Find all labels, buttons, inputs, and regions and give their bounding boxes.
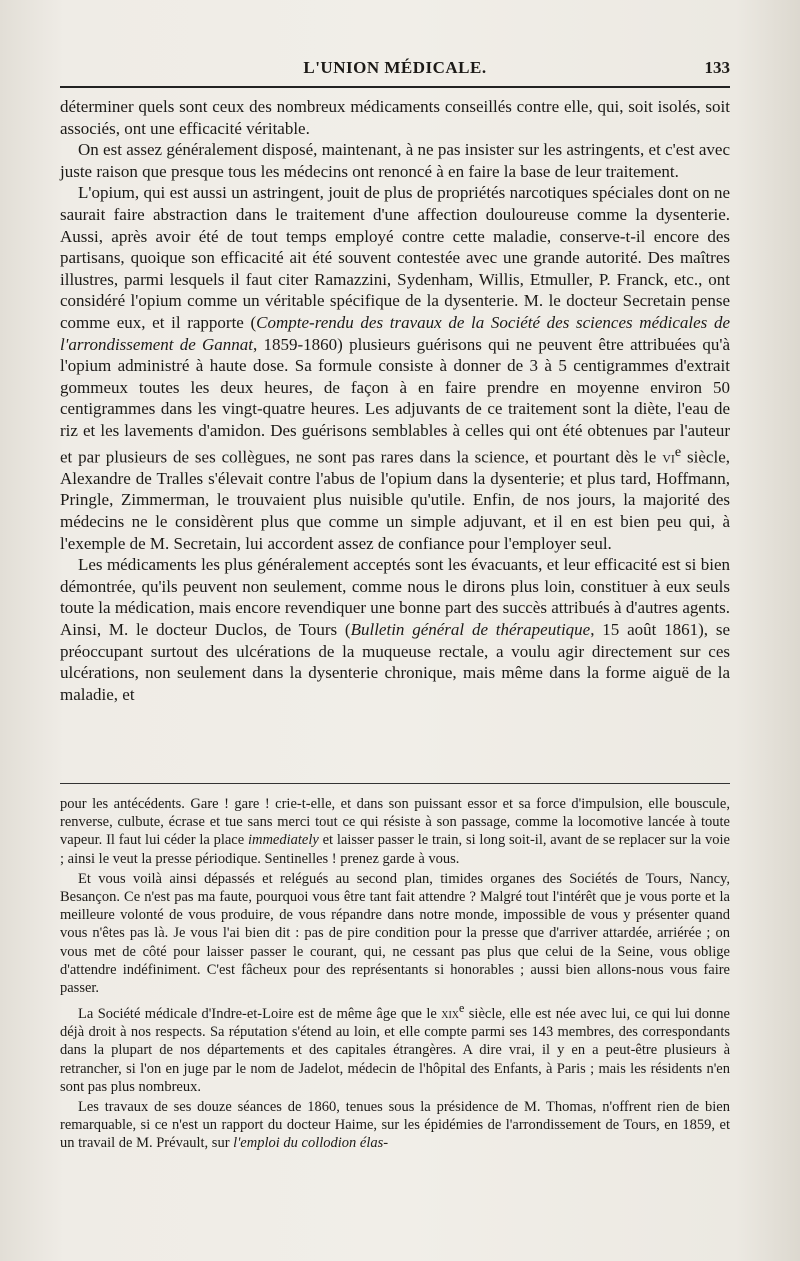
paragraph-text: siècle, Alexandre de Tralles s'élevait contre l'abus de l'opium dans la dysenterie; et plus tard, Hoffmann, Pringle, Zimmerman, le trouvaient plus nuisible qu'utile. Enfin, de nos jours, la majorité des médecins ne le considèrent plus que comme un simple adjuvant, et il en est bien peu qui, à l'exemple de M. Secretain, lui accordent assez de confiance pour l'employer seul.	[60, 447, 730, 553]
running-head: L'UNION MÉDICALE.	[303, 58, 487, 77]
paragraph-continuation	[60, 96, 730, 139]
feuilleton-paragraph	[60, 795, 730, 868]
paragraph-text: Et vous voilà ainsi dépassés et relégués au second plan, timides organes des Sociétés de Tours, Nancy, Besançon. Ce n'est pas ma faute, pourquoi vous être tant fait attendre ? Malgré tout l'intérêt que je vous porte et la meilleure volonté de vous produire, de vous répandre dans notre monde, impossible de vous y présenter quand vous n'êtes pas là. Je vous l'ai bien dit : pas de pire condition pour la presse que d'arriver attardée, arriérée ; on vous met de côté pour laisser passer le courant, qui, ne cessant pas plus que celui de la Seine, vous oblige d'attendre indéfiniment. C'est fâcheux pour des représentants si honorables ; aussi bien allons-nous vous faire passer.	[60, 870, 730, 997]
paragraph-text: , 1859-1860) plusieurs guérisons qui ne peuvent être attribuées qu'à l'opium administré à haute dose. Sa formule consiste à donner de 3 à 5 centigrammes d'extrait gommeux toutes les deux heures, de façon à en faire prendre en moyenne environ 50 centigrammes dans les vingt-quatre heures. Les adjuvants de ce traitement sont la diète, l'eau de riz et les lavements d'amidon. Des guérisons semblables à celles qui ont été obtenues par l'auteur et par plusieurs de ses collègues, ne sont pas rares dans la science, et pourtant dès le	[60, 334, 730, 467]
century-superscript: e	[674, 443, 682, 460]
century-numeral: vi	[662, 447, 675, 467]
cited-work-title: Compte-rendu des travaux de la Société des sciences médicales de l'arrondissement de Gannat	[60, 312, 730, 354]
paragraph-text: La Société médicale d'Indre-et-Loire est de même âge que le	[78, 1006, 442, 1023]
page-header	[60, 58, 730, 84]
paragraph-text: , 15 août 1861), se préoccupant surtout des ulcérations de la muqueuse rectale, a voulu agir directement sur ces ulcérations, non seulement dans la dysenterie chronique, mais même dans la forme aiguë de la maladie, et	[60, 619, 731, 704]
feuilleton-paragraph	[60, 999, 730, 1096]
cited-work-title: Bulletin général de thérapeutique	[350, 619, 591, 639]
century-superscript: e	[459, 1001, 465, 1016]
paragraph-text: On est assez généralement disposé, maintenant, à ne pas insister sur les astringents, et c'est avec juste raison que presque tous les médecins ont renoncé à en faire la base de leur traitement.	[60, 140, 730, 181]
paragraph-text: L'opium, qui est aussi un astringent, jouit de plus de propriétés narcotiques spéciales dont on ne saurait faire abstraction dans le traitement d'une affection douloureuse comme la dysenterie. Aussi, après avoir été de tout temps employé contre cette maladie, conserve-t-il encore des partisans, quoique son efficacité ait été souvent contestée avec une grande autorité. Des maîtres illustres, parmi lesquels il faut citer Ramazzini, Sydenham, Willis, Etmuller, P. Franck, etc., ont considéré l'opium comme un véritable spécifique de la dysenterie. M. le docteur Secretain pense comme eux, et il rapporte (	[60, 183, 730, 332]
paragraph-opium	[60, 182, 730, 554]
paragraph-text: et laisser passer le train, si long soit-il, avant de se replacer sur la voie ; ainsi le veut la presse périodique. Sentinelles ! prenez garde à vous.	[60, 832, 730, 867]
feuilleton-text	[60, 795, 730, 1155]
paragraph-evacuants	[60, 554, 730, 705]
paragraph-text: Les travaux de ses douze séances de 1860, tenues sous la présidence de M. Thomas, n'offrent rien de bien remarquable, si ce n'est un rapport du docteur Haime, sur les épidémies de l'arrondissement de Tours, en 1859, et un travail de M. Prévault, sur	[60, 1099, 730, 1152]
feuilleton-rule	[60, 783, 730, 784]
main-article-text	[60, 96, 730, 705]
header-rule	[60, 86, 730, 88]
paragraph-text: déterminer quels sont ceux des nombreux médicaments conseillés contre elle, qui, soit isolés, soit associés, ont une efficacité véritable.	[60, 97, 730, 138]
emphasized-phrase: l'emploi du collodion élas-	[233, 1135, 389, 1152]
emphasized-word: immediately	[247, 832, 319, 849]
paragraph-text: Les médicaments les plus généralement acceptés sont les évacuants, et leur efficacité est si bien démontrée, qu'ils peuvent non seulement, comme nous le dirons plus loin, constituer à eux seuls toute la médication, mais encore revendiquer une bonne part des succès attribués à d'autres agents. Ainsi, M. le docteur Duclos, de Tours (	[60, 555, 730, 639]
paragraph-astringents	[60, 139, 730, 182]
paragraph-text: pour les antécédents. Gare ! gare ! crie-t-elle, et dans son puissant essor et sa force d'impulsion, elle bouscule, renverse, culbute, écrase et tue sans merci tout ce qui résiste à son passage, comme la locomotive lancée à toute vapeur. Il faut lui céder la place	[60, 796, 730, 849]
paragraph-text: siècle, elle est née avec lui, ce qui lui donne déjà droit à nos respects. Sa réputation s'étend au loin, et elle compte parmi ses 143 membres, des correspondants dans la plupart de nos départements et des capitales étrangères. A dire vrai, il y en a peut-être plusieurs à retrancher, si l'on en juge par le nom de Jadelot, médecin de l'hôpital des Enfants, à Paris ; mais les résidents n'en sont pas plus nombreux.	[60, 1006, 730, 1095]
page-number: 133	[704, 58, 730, 77]
feuilleton-paragraph	[60, 1098, 730, 1153]
feuilleton-paragraph	[60, 870, 730, 997]
century-numeral: xix	[441, 1006, 459, 1023]
